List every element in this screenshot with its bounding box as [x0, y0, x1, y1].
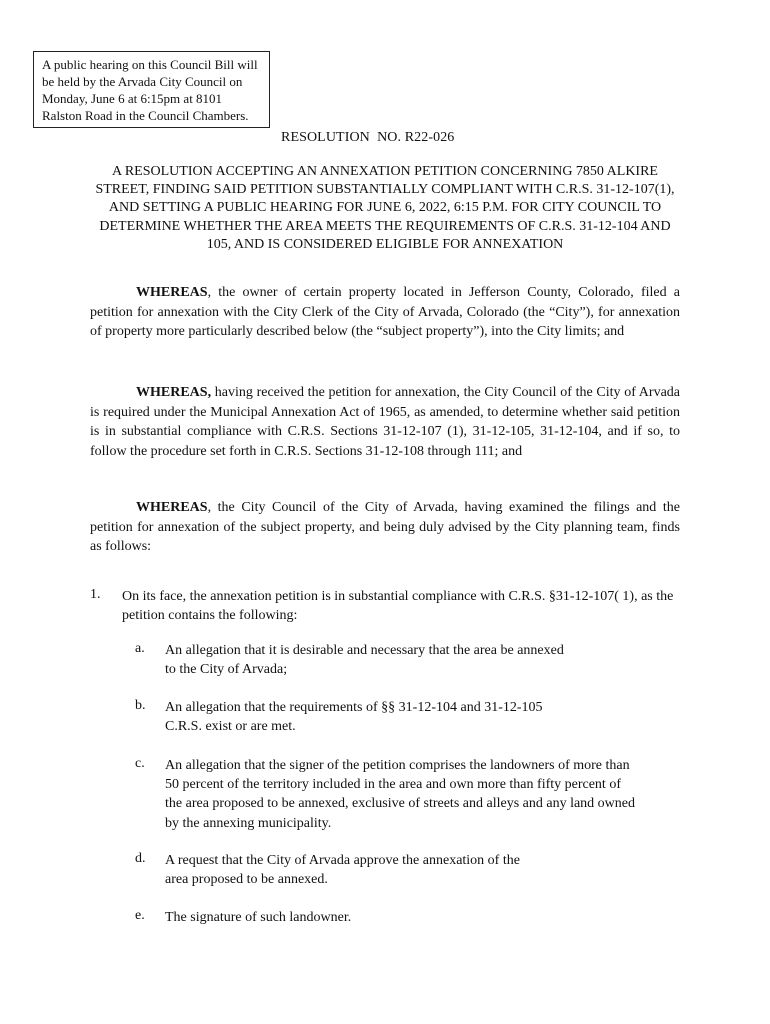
public-hearing-notice-text: A public hearing on this Council Bill will be held by the Arvada City Council on Monday, June 6 at 6:15pm at 8101 Ralston Road in the Council Chambers.: [42, 57, 258, 123]
sub-item-line: 50 percent of the territory included in the area and own more than fifty percent of: [165, 777, 621, 793]
sub-item-letter: e.: [135, 908, 145, 923]
sub-item-line: by the annexing municipality.: [165, 815, 332, 831]
sub-item-line: An allegation that the requirements of §§ 31-12-104 and 31-12-105: [165, 700, 543, 715]
sub-item-d: [165, 851, 520, 889]
sub-item-letter: d.: [135, 851, 146, 866]
sub-item-line: An allegation that the signer of the petition comprises the landowners of more than: [165, 758, 630, 773]
sub-item-line: The signature of such landowner.: [165, 910, 352, 925]
sub-item-b: [165, 698, 543, 736]
whereas-text: , the owner of certain property located in Jefferson County, Colorado, filed a petition for annexation with the City Clerk of the City of Arvada, Colorado (the “City”), for annexation of property more particularly described below (the “subject property”), into the City limits; and: [90, 285, 680, 340]
sub-item-line: area proposed to be annexed.: [165, 872, 328, 888]
whereas-paragraph-1: [90, 283, 680, 342]
sub-item-line: A request that the City of Arvada approve the annexation of the: [165, 853, 520, 868]
sub-item-c: [165, 756, 635, 833]
list-item-text: On its face, the annexation petition is in substantial compliance with C.R.S. §31-12-107( 1), as the petition contains the following:: [122, 589, 674, 624]
whereas-paragraph-3: [90, 498, 680, 557]
whereas-lead: WHEREAS: [136, 285, 208, 300]
sub-item-line: An allegation that it is desirable and necessary that the area be annexed: [165, 643, 564, 658]
public-hearing-notice-box: [33, 51, 270, 128]
sub-item-a: [165, 641, 564, 679]
whereas-text: having received the petition for annexation, the City Council of the City of Arvada is required under the Municipal Annexation Act of 1965, as amended, to determine whether said petition is in substantial compliance with C.R.S. Sections 31-12-107 (1), 31-12-105, 31-12-104, and if so, to follow the procedure set forth in C.R.S. Sections 31-12-108 through 111; and: [90, 385, 680, 459]
whereas-text: , the City Council of the City of Arvada, having examined the filings and the petition for annexation of the subject property, and being duly advised by the City planning team, finds as follows:: [90, 500, 680, 555]
resolution-title: A RESOLUTION ACCEPTING AN ANNEXATION PETITION CONCERNING 7850 ALKIRE STREET, FINDING SAID PETITION SUBSTANTIALLY COMPLIANT WITH C.R.S. 31-12-107(1), AND SETTING A PUBLIC HEARING FOR JUNE 6, 2022, 6:15 P.M. FOR CITY COUNCIL TO DETERMINE WHETHER THE AREA MEETS THE REQUIREMENTS OF C.R.S. 31-12-104 AND 105, AND IS CONSIDERED ELIGIBLE FOR ANNEXATION: [95, 164, 675, 252]
sub-item-letter: b.: [135, 698, 146, 713]
sub-item-line: to the City of Arvada;: [165, 662, 288, 678]
sub-item-line: C.R.S. exist or are met.: [165, 719, 296, 735]
whereas-lead: WHEREAS: [136, 500, 208, 515]
sub-item-e: [165, 908, 351, 927]
sub-item-letter: a.: [135, 641, 145, 656]
sub-item-line: the area proposed to be annexed, exclusive of streets and alleys and any land owned: [165, 796, 635, 812]
sub-item-letter: c.: [135, 756, 145, 771]
resolution-number: RESOLUTION NO. R22-026: [281, 130, 455, 145]
whereas-lead: WHEREAS,: [136, 385, 212, 400]
list-item-number: 1.: [90, 587, 101, 602]
whereas-paragraph-2: [90, 383, 680, 461]
